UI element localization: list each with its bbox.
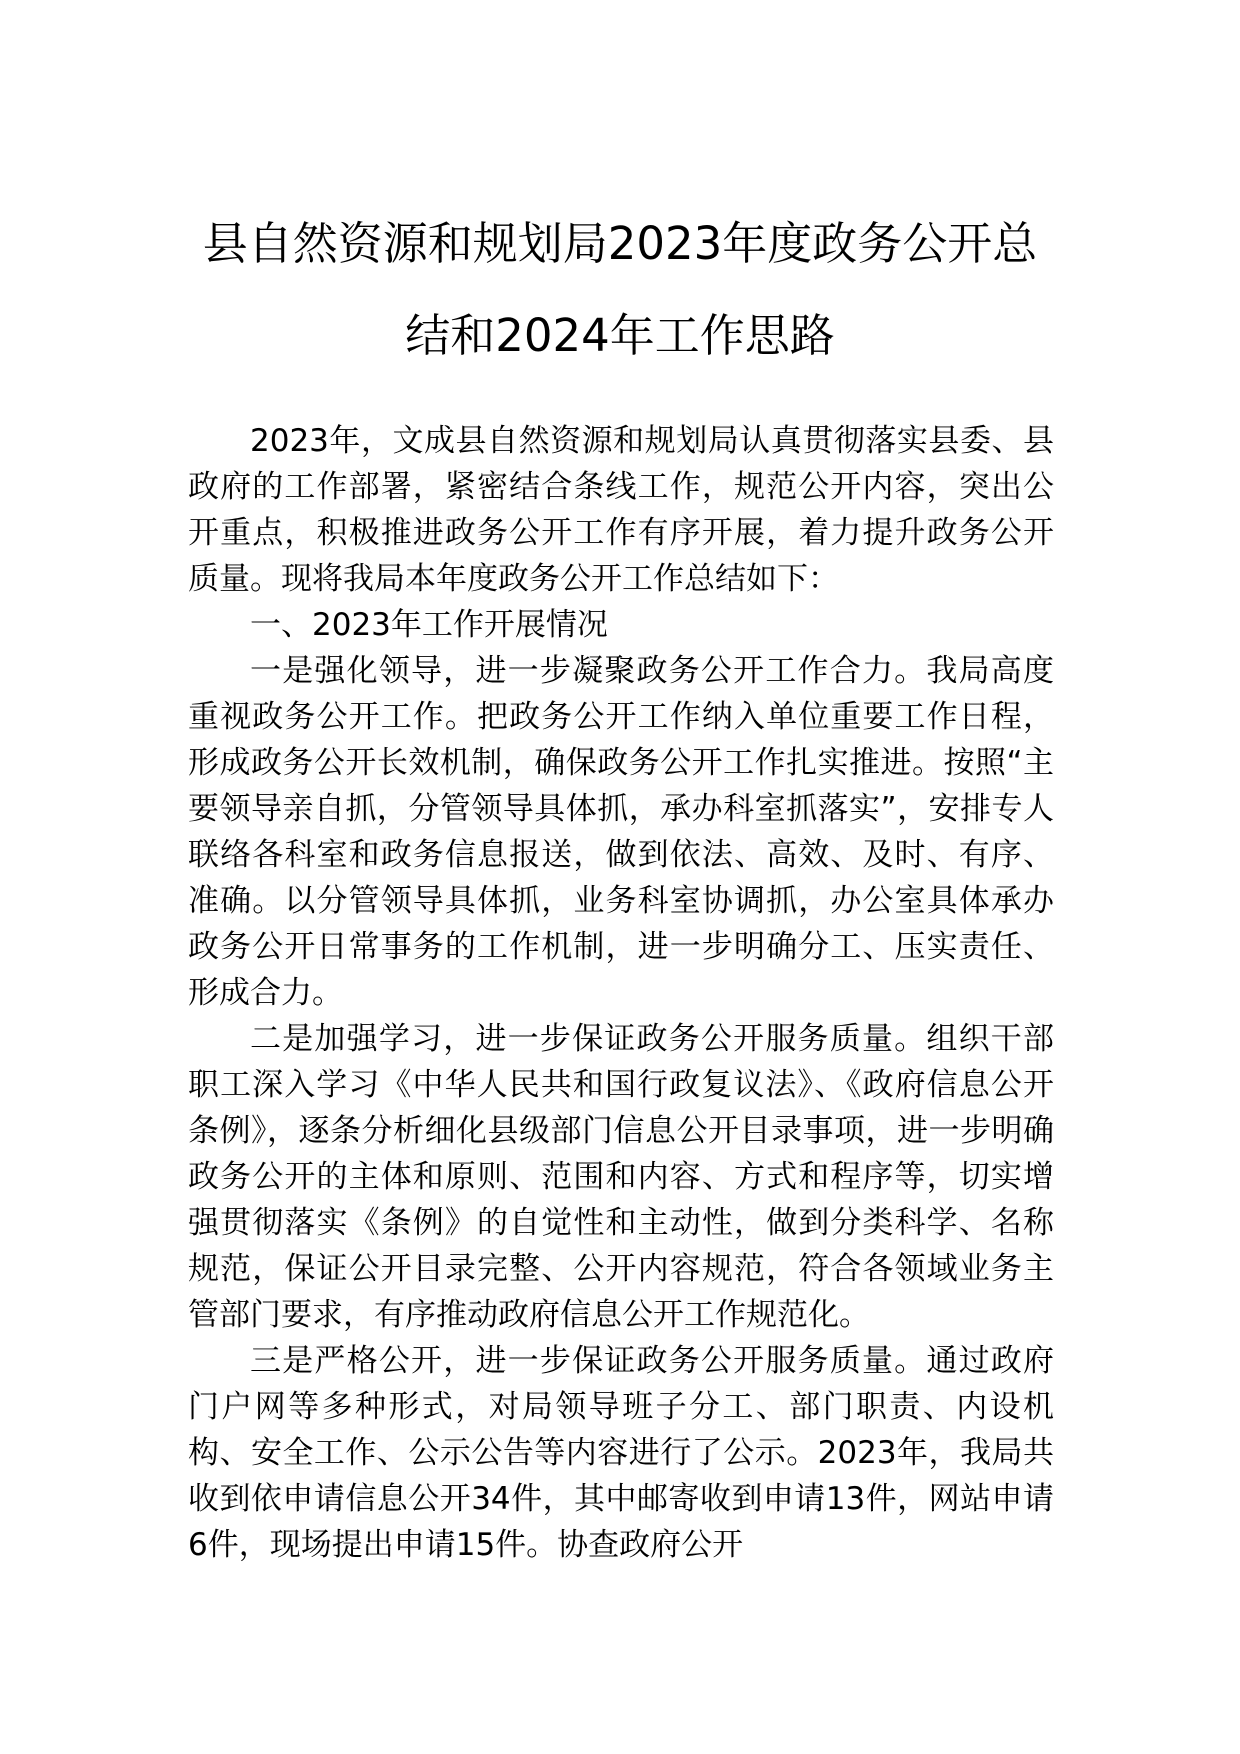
title-line-2: 结和2024年工作思路	[405, 309, 835, 362]
intro-paragraph: 2023年，文成县自然资源和规划局认真贯彻落实县委、县政府的工作部署，紧密结合条线工作，规范公开内容，突出公开重点，积极推进政务公开工作有序开展，着力提升政务公开质量。现将我局本年度政务公开工作总结如下：	[188, 423, 1054, 597]
paragraph-study: 二是加强学习，进一步保证政务公开服务质量。组织干部职工深入学习《中华人民共和国行政复议法》、《政府信息公开条例》，逐条分析细化县级部门信息公开目录事项，进一步明确政务公开的主体和原则、范围和内容、方式和程序等，切实增强贯彻落实《条例》的自觉性和主动性，做到分类科学、名称规范，保证公开目录完整、公开内容规范，符合各领域业务主管部门要求，有序推动政府信息公开工作规范化。	[188, 1021, 1054, 1333]
title-line-1: 县自然资源和规划局2023年度政务公开总	[202, 217, 1038, 270]
document-title	[180, 198, 1060, 382]
paragraph-leadership: 一是强化领导，进一步凝聚政务公开工作合力。我局高度重视政务公开工作。把政务公开工作纳入单位重要工作日程，形成政务公开长效机制，确保政务公开工作扎实推进。按照“主要领导亲自抓，分管领导具体抓，承办科室抓落实”，安排专人联络各科室和政务信息报送，做到依法、高效、及时、有序、准确。以分管领导具体抓，业务科室协调抓，办公室具体承办政务公开日常事务的工作机制，进一步明确分工、压实责任、形成合力。	[188, 653, 1054, 1011]
section-heading-1: 一、2023年工作开展情况	[250, 607, 608, 643]
paragraph-disclosure: 三是严格公开，进一步保证政务公开服务质量。通过政府门户网等多种形式，对局领导班子分工、部门职责、内设机构、安全工作、公示公告等内容进行了公示。2023年，我局共收到依申请信息公开34件，其中邮寄收到申请13件，网站申请6件，现场提出申请15件。协查政府公开	[188, 1343, 1054, 1563]
document-body	[188, 418, 1054, 1568]
